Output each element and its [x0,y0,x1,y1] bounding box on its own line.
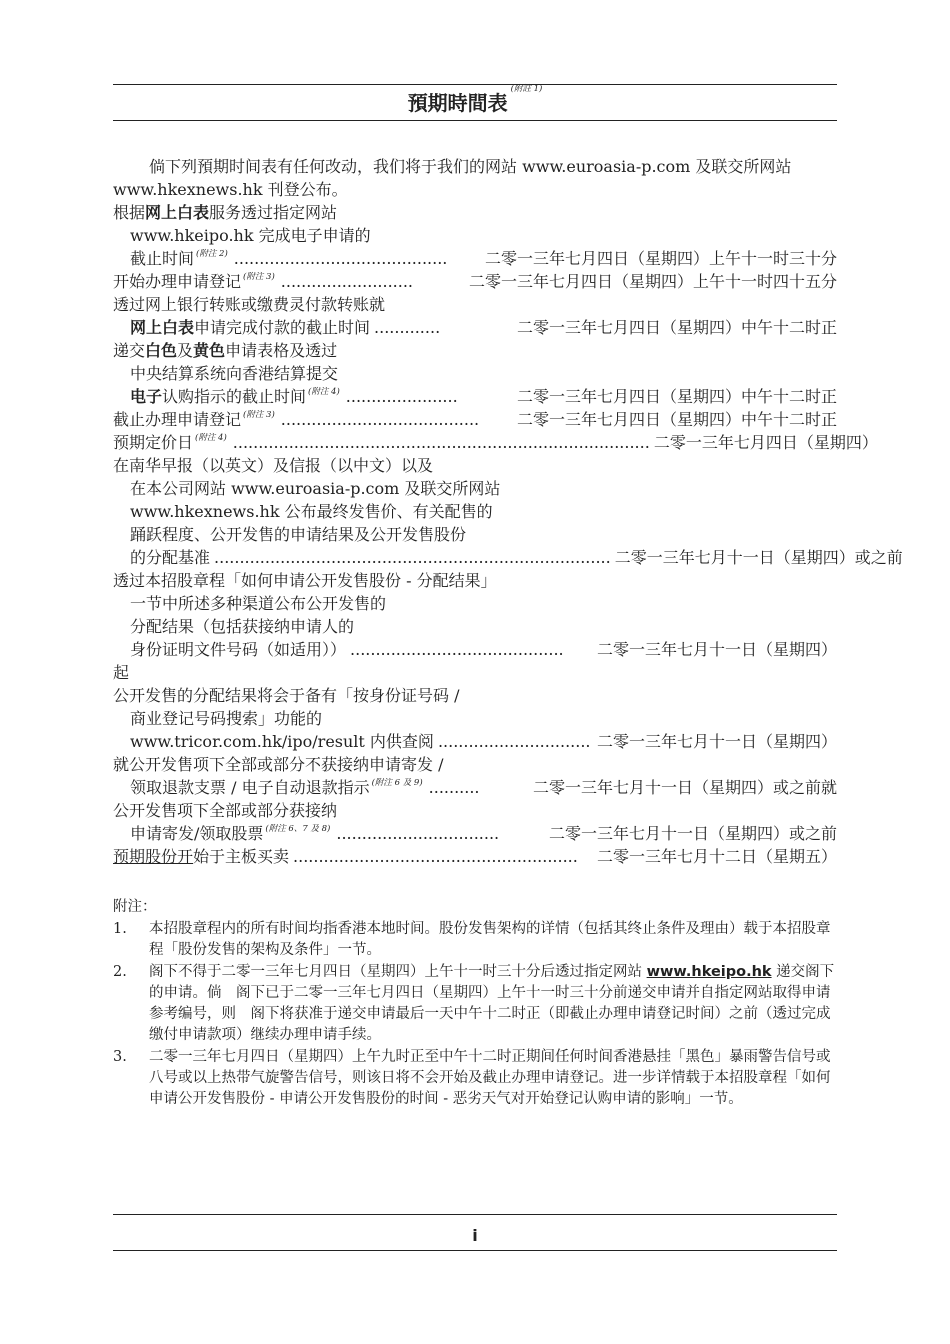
header-bottom-rule [113,120,837,121]
schedule-line: 中央结算系统向香港结算提交 [130,364,339,383]
page-number: i [472,1226,478,1245]
page-header [113,86,837,120]
schedule-line: www.hkeipo.hk 完成电子申请的 [130,226,371,245]
entry-date: 二零一三年七月四日（星期四）中午十二时正 [516,410,837,429]
schedule-entry: 网上白表申请完成付款的截止时间 ............. 二零一三年七月四日（星期四）中午十二时正 [130,318,837,337]
entry-date: 二零一三年七月十一日（星期四） [596,732,837,751]
entry-date: 二零一三年七月十一日（星期四）或之前 [614,548,903,567]
schedule-line: 分配结果（包括获接纳申请人的 [130,617,355,636]
entry-date: 二零一三年七月十一日（星期四）或之前 [548,824,837,843]
entry-date: 二零一三年七月四日（星期四）上午十一时三十分 [484,249,837,268]
schedule-line: 透过网上银行转账或缴费灵付款转账就 [113,295,386,314]
entry-date: 二零一三年七月四日（星期四） [653,433,878,452]
schedule-line: 在南华早报（以英文）及信报（以中文）以及 [113,456,434,475]
schedule-line: 一节中所述多种渠道公布公开发售的 [130,594,387,613]
entry-date: 二零一三年七月十一日（星期四） [596,640,837,659]
schedule-entry: 电子认购指示的截止时间 $^{(附注 4)}$ ...................... 二零一三年七月四日（星期四）中午十二时正 [130,387,837,406]
schedule-entry: 开始办理申请登记 $^{(附注 3)}$ .......................... 二零一三年七月四日（星期四）上午十一时四十五分 [113,272,837,291]
schedule-line: 在本公司网站 www.euroasia-p.com 及联交所网站 [130,479,501,498]
schedule-line: 商业登记号码搜索」功能的 [130,709,323,728]
hkeipo-link[interactable]: www.hkeipo.hk [646,964,772,980]
entry-date: 二零一三年七月四日（星期四）中午十二时正 [516,387,837,406]
schedule-entry: 领取退款支票 / 电子自动退款指示 $^{(附注 6 及 9)}$ .......... 二零一三年七月十一日（星期四）或之前就 [130,778,837,797]
schedule-line: 就公开发售项下全部或部分不获接纳申请寄发 / [113,755,444,774]
footer-bottom-rule [113,1250,837,1251]
schedule-line: 公开发售的分配结果将会于备有「按身份证号码 / [113,686,460,705]
schedule-line: 根据网上白表服务透过指定网站 [113,203,338,222]
schedule-line: 公开发售项下全部或部分获接纳 [113,801,338,820]
notes-heading: 附注： [113,899,157,915]
intro-paragraph: 倘下列預期时间表有任何改动，我们将于我们的网站 www.euroasia-p.com 及联交所网站 www.hkexnews.hk 刊登公布。 [113,157,792,199]
page-title: 預期時間表 [407,91,508,115]
note-item: 2. 阁下不得于二零一三年七月四日（星期四）上午十一时三十分后透过指定网站 www.hkeipo.hk 递交阁下的申请。倘 阁下已于二零一三年七月四日（星期四）上午十一时三十分前递交申请并自指定网站取得申请参考编号，则 阁下将获准于递交申请最后一天中午十二时正（即截止办理申请登记时间）之前（透过完成缴付申请款项）继续办理申请手续。 [113,964,835,1043]
notes-section [113,896,837,1111]
timetable-body [113,155,903,868]
schedule-list [113,201,903,868]
schedule-line: 透过本招股章程「如何申请公开发售股份 - 分配结果」 [113,571,497,590]
schedule-line: 起 [113,663,130,682]
footer-top-rule [113,1214,837,1215]
schedule-line: www.hkexnews.hk 公布最终发售价、有关配售的 [130,502,493,521]
schedule-entry: 的分配基准 .............................................................................. 二零一三年七月十一日（星期四）或之前 [130,548,903,567]
entry-date: 二零一三年七月四日（星期四）中午十二时正 [516,318,837,337]
entry-date: 二零一三年七月十二日（星期五） [596,847,837,866]
note-item: 3. 二零一三年七月四日（星期四）上午九时正至中午十二时正期间任何时间香港悬挂「黑色」暴雨警告信号或八号或以上热带气旋警告信号，则该日将不会开始及截止办理申请登记。进一步详情载于本招股章程「如何申请公开发售股份 - 申请公开发售股份的时间 - 恶劣天气对开始登记认购申请的影响」一节。 [113,1049,831,1107]
schedule-entry: www.tricor.com.hk/ipo/result 内供查阅 .............................. 二零一三年七月十一日（星期四） [130,732,837,751]
schedule-entry: 预期定价日 $^{(附注 4)}$ .................................................................................. 二零一三年七月四日（星期四） [113,433,878,452]
schedule-entry: 截止办理申请登记 $^{(附注 3)}$ ....................................... 二零一三年七月四日（星期四）中午十二时正 [113,410,837,429]
schedule-entry: 截止时间 $^{(附注 2)}$ .......................................... 二零一三年七月四日（星期四）上午十一时三十分 [130,249,837,268]
schedule-line: 递交白色及黄色申请表格及透过 [113,341,338,360]
schedule-line: 踊跃程度、公开发售的申请结果及公开发售股份 [130,525,467,544]
entry-date: 二零一三年七月四日（星期四）上午十一时四十五分 [468,272,837,291]
schedule-entry: 预期股份开始于主板买卖 ........................................................ 二零一三年七月十二日（星期五） [113,847,837,866]
header-top-rule [113,84,837,85]
note-item: 1. 本招股章程内的所有时间均指香港本地时间。股份发售架构的详情（包括其终止条件及理由）载于本招股章程「股份发售的架构及条件」一节。 [113,921,831,958]
title-note-ref: (附註 1) [510,84,543,94]
schedule-entry: 申请寄发/领取股票 $^{(附注 6、7 及 8)}$ ................................ 二零一三年七月十一日（星期四）或之前 [130,824,837,843]
schedule-entry: 身份证明文件号码（如适用）） .......................................... 二零一三年七月十一日（星期四） [130,640,837,659]
entry-date: 二零一三年七月十一日（星期四）或之前就 [532,778,837,797]
